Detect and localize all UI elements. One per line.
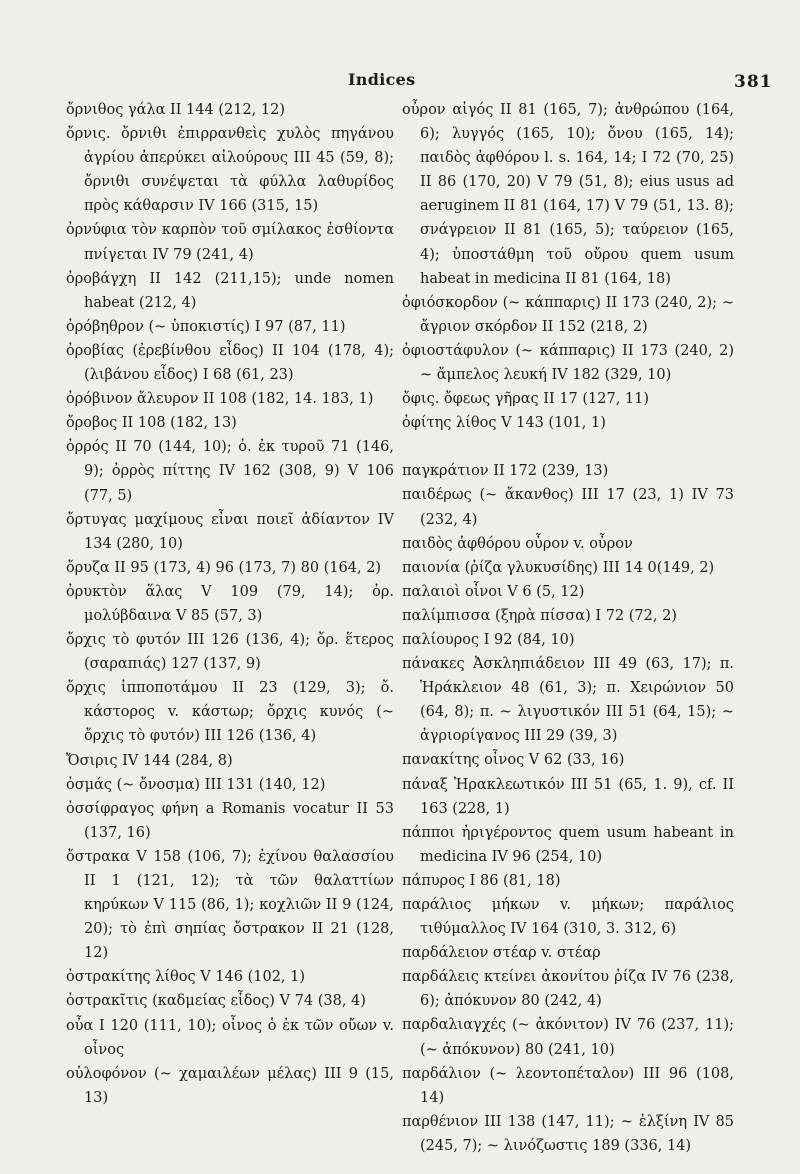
index-entry: ὄρχις τὸ φυτόν III 126 (136, 4); ὄρ. ἕτερος (σαραπιάς) 127 (137, 9) [66, 632, 394, 673]
index-entry: παλαιοὶ οἶνοι V 6 (5, 12) [402, 583, 585, 600]
index-entry: οὖα I 120 (111, 10); οἶνος ὁ ἐκ τῶν οὔων v. οἶνος [66, 1017, 394, 1058]
index-entry: πάνακες Ἀσκληπιάδειον III 49 (63, 17); π. Ἡράκλειον 48 (61, 3); π. Χειρώνιον 50 (64, 8); π. ~ λιγυστικόν III 51 (64, 15); ~ ἀγριορίγανος III 29 (39, 3) [402, 656, 734, 745]
index-entry: ὀρρός II 70 (144, 10); ὀ. ἐκ τυροῦ 71 (146, 9); ὀρρὸς πίττης IV 162 (308, 9) V 106 (77, 5) [66, 439, 394, 504]
index-entry: ὀρόβινον ἄλευρον II 108 (182, 14. 183, 1) [66, 391, 374, 408]
index-column-left [66, 98, 394, 1110]
index-entry: παιδὸς ἀφθόρου οὖρον v. οὖρον [402, 535, 633, 552]
index-entry: ὀσμάς (~ ὄνοσμα) III 131 (140, 12) [66, 776, 326, 793]
index-entry: ὄφις. ὄφεως γῆρας II 17 (127, 11) [402, 391, 650, 408]
index-entry: οὐλοφόνον (~ χαμαιλέων μέλας) III 9 (15, 13) [66, 1065, 394, 1106]
index-entry: Ὄσιρις IV 144 (284, 8) [66, 752, 233, 769]
index-entry: πάπυρος I 86 (81, 18) [402, 872, 561, 889]
index-entry: παλίουρος I 92 (84, 10) [402, 631, 575, 648]
index-entry: ὀστρακῖτις (καδμείας εἶδος) V 74 (38, 4) [66, 993, 366, 1010]
index-entry: παρθένιον III 138 (147, 11); ~ ἑλξίνη IV 85 (245, 7); ~ λινόζωστις 189 (336, 14) [402, 1113, 734, 1154]
index-entry: παρδάλειον στέαρ v. στέαρ [402, 945, 601, 962]
index-entry: ὄρτυγας μαχίμους εἶναι ποιεῖ ἀδίαντον IV 134 (280, 10) [66, 511, 394, 552]
index-entry: ὀρόβηθρον (~ ὑποκιστίς) I 97 (87, 11) [66, 318, 346, 335]
index-column-right [402, 98, 734, 1158]
index-entry: ὀρνύφια τὸν καρπὸν τοῦ σμίλακος ἐσθίοντα πνίγεται IV 79 (241, 4) [66, 222, 394, 263]
index-entry: ὀροβάγχη II 142 (211,15); unde nomen habeat (212, 4) [66, 270, 394, 311]
index-entry: ὄρνιθος γάλα II 144 (212, 12) [66, 102, 286, 118]
index-entry: ὀφίτης λίθος V 143 (101, 1) [402, 415, 606, 432]
index-entry: ὀφιόσκορδον (~ κάππαρις) II 173 (240, 2); ~ ἄγριον σκόρδον II 152 (218, 2) [402, 294, 734, 335]
index-entry: ὄρυζα II 95 (173, 4) 96 (173, 7) 80 (164, 2) [66, 559, 382, 576]
index-entry: παιδέρως (~ ἄκανθος) III 17 (23, 1) IV 73 (232, 4) [402, 487, 734, 528]
index-entry: ὀρυκτὸν ἅλας V 109 (79, 14); ὀρ. μολύβδαινα V 85 (57, 3) [66, 583, 394, 624]
index-entry: ὄστρακα V 158 (106, 7); ἐχίνου θαλασσίου II 1 (121, 12); τὰ τῶν θαλαττίων κηρύκων V 115 (86, 1); κοχλιῶν II 9 (124, 20); τὸ ἐπὶ σηπίας ὄστρακον II 21 (128, 12) [66, 848, 394, 962]
index-entry: ὀσσίφραγος φήνη a Romanis vocatur II 53 (137, 16) [66, 800, 394, 841]
index-entry: παράλιος μήκων v. μήκων; παράλιος τιθύμαλλος IV 164 (310, 3. 312, 6) [402, 897, 734, 938]
index-entry: ὄροβος II 108 (182, 13) [66, 415, 237, 432]
index-entry: οὖρον αἰγός II 81 (165, 7); ἀνθρώπου (164, 6); λυγγός (165, 10); ὄνου (165, 14); παιδὸς ἀφθόρου l. s. 164, 14; I 72 (70, 25) II 86 (170, 20) V 79 (51, 8); eius usus ad aeruginem II 81 (164, 17) V 79 (51, 13. 8); σνάγρειον II 81 (165, 5); ταύρειον (165, 4); ὑποστάθμη τοῦ οὔρου quem usum habeat in medicina II 81 (164, 18) [402, 102, 734, 287]
index-entry: ὀφιοστάφυλον (~ κάππαρις) II 173 (240, 2) ~ ἄμπελος λευκή IV 182 (329, 10) [402, 342, 734, 384]
index-entry: παρδάλιον (~ λεοντοπέταλον) III 96 (108, 14) [402, 1065, 734, 1106]
index-entry: ὀροβίας (ἐρεβίνθου εἶδος) II 104 (178, 4); (λιβάνου εἶδος) I 68 (61, 23) [66, 342, 394, 384]
index-entry: ὄρνις. ὄρνιθι ἐπιρρανθεὶς χυλὸς πηγάνου ἀγρίου ἀπερύκει αἰλούρους III 45 (59, 8); ὄρνιθι συνέψεται τὰ φύλλα λαθυρίδος πρὸς κάθαρσιν IV 166 (315, 15) [66, 126, 394, 215]
running-title: Indices [348, 70, 416, 89]
index-entry: παρδαλιαγχές (~ ἀκόνιτον) IV 76 (237, 11); (~ ἀπόκυνον) 80 (241, 10) [402, 1017, 734, 1058]
index-entry: παγκράτιον II 172 (239, 13) [402, 463, 609, 480]
index-entry: παλίμπισσα (ξηρὰ πίσσα) I 72 (72, 2) [402, 607, 677, 624]
index-entry: ὀστρακίτης λίθος V 146 (102, 1) [66, 969, 306, 986]
index-entry: πάναξ Ἡρακλεωτικόν III 51 (65, 1. 9), cf. II 163 (228, 1) [402, 776, 734, 817]
index-entry: πανακίτης οἶνος V 62 (33, 16) [402, 752, 625, 769]
page-number: 381 [734, 72, 773, 92]
index-entry: ὄρχις ἱπποποτάμου II 23 (129, 3); ὄ. κάστορος v. κάστωρ; ὄρχις κυνός (~ ὄρχις τὸ φυτόν) III 126 (136, 4) [66, 680, 394, 745]
index-entry: παιονία (ῥίζα γλυκυσίδης) III 14 0(149, 2) [402, 559, 715, 576]
index-entry: παρδάλεις κτείνει ἀκονίτου ῥίζα IV 76 (238, 6); ἀπόκυνον 80 (242, 4) [402, 969, 734, 1010]
index-entry: πάππoι ἠριγέροντος quem usum habeant in medicina IV 96 (254, 10) [402, 824, 734, 865]
